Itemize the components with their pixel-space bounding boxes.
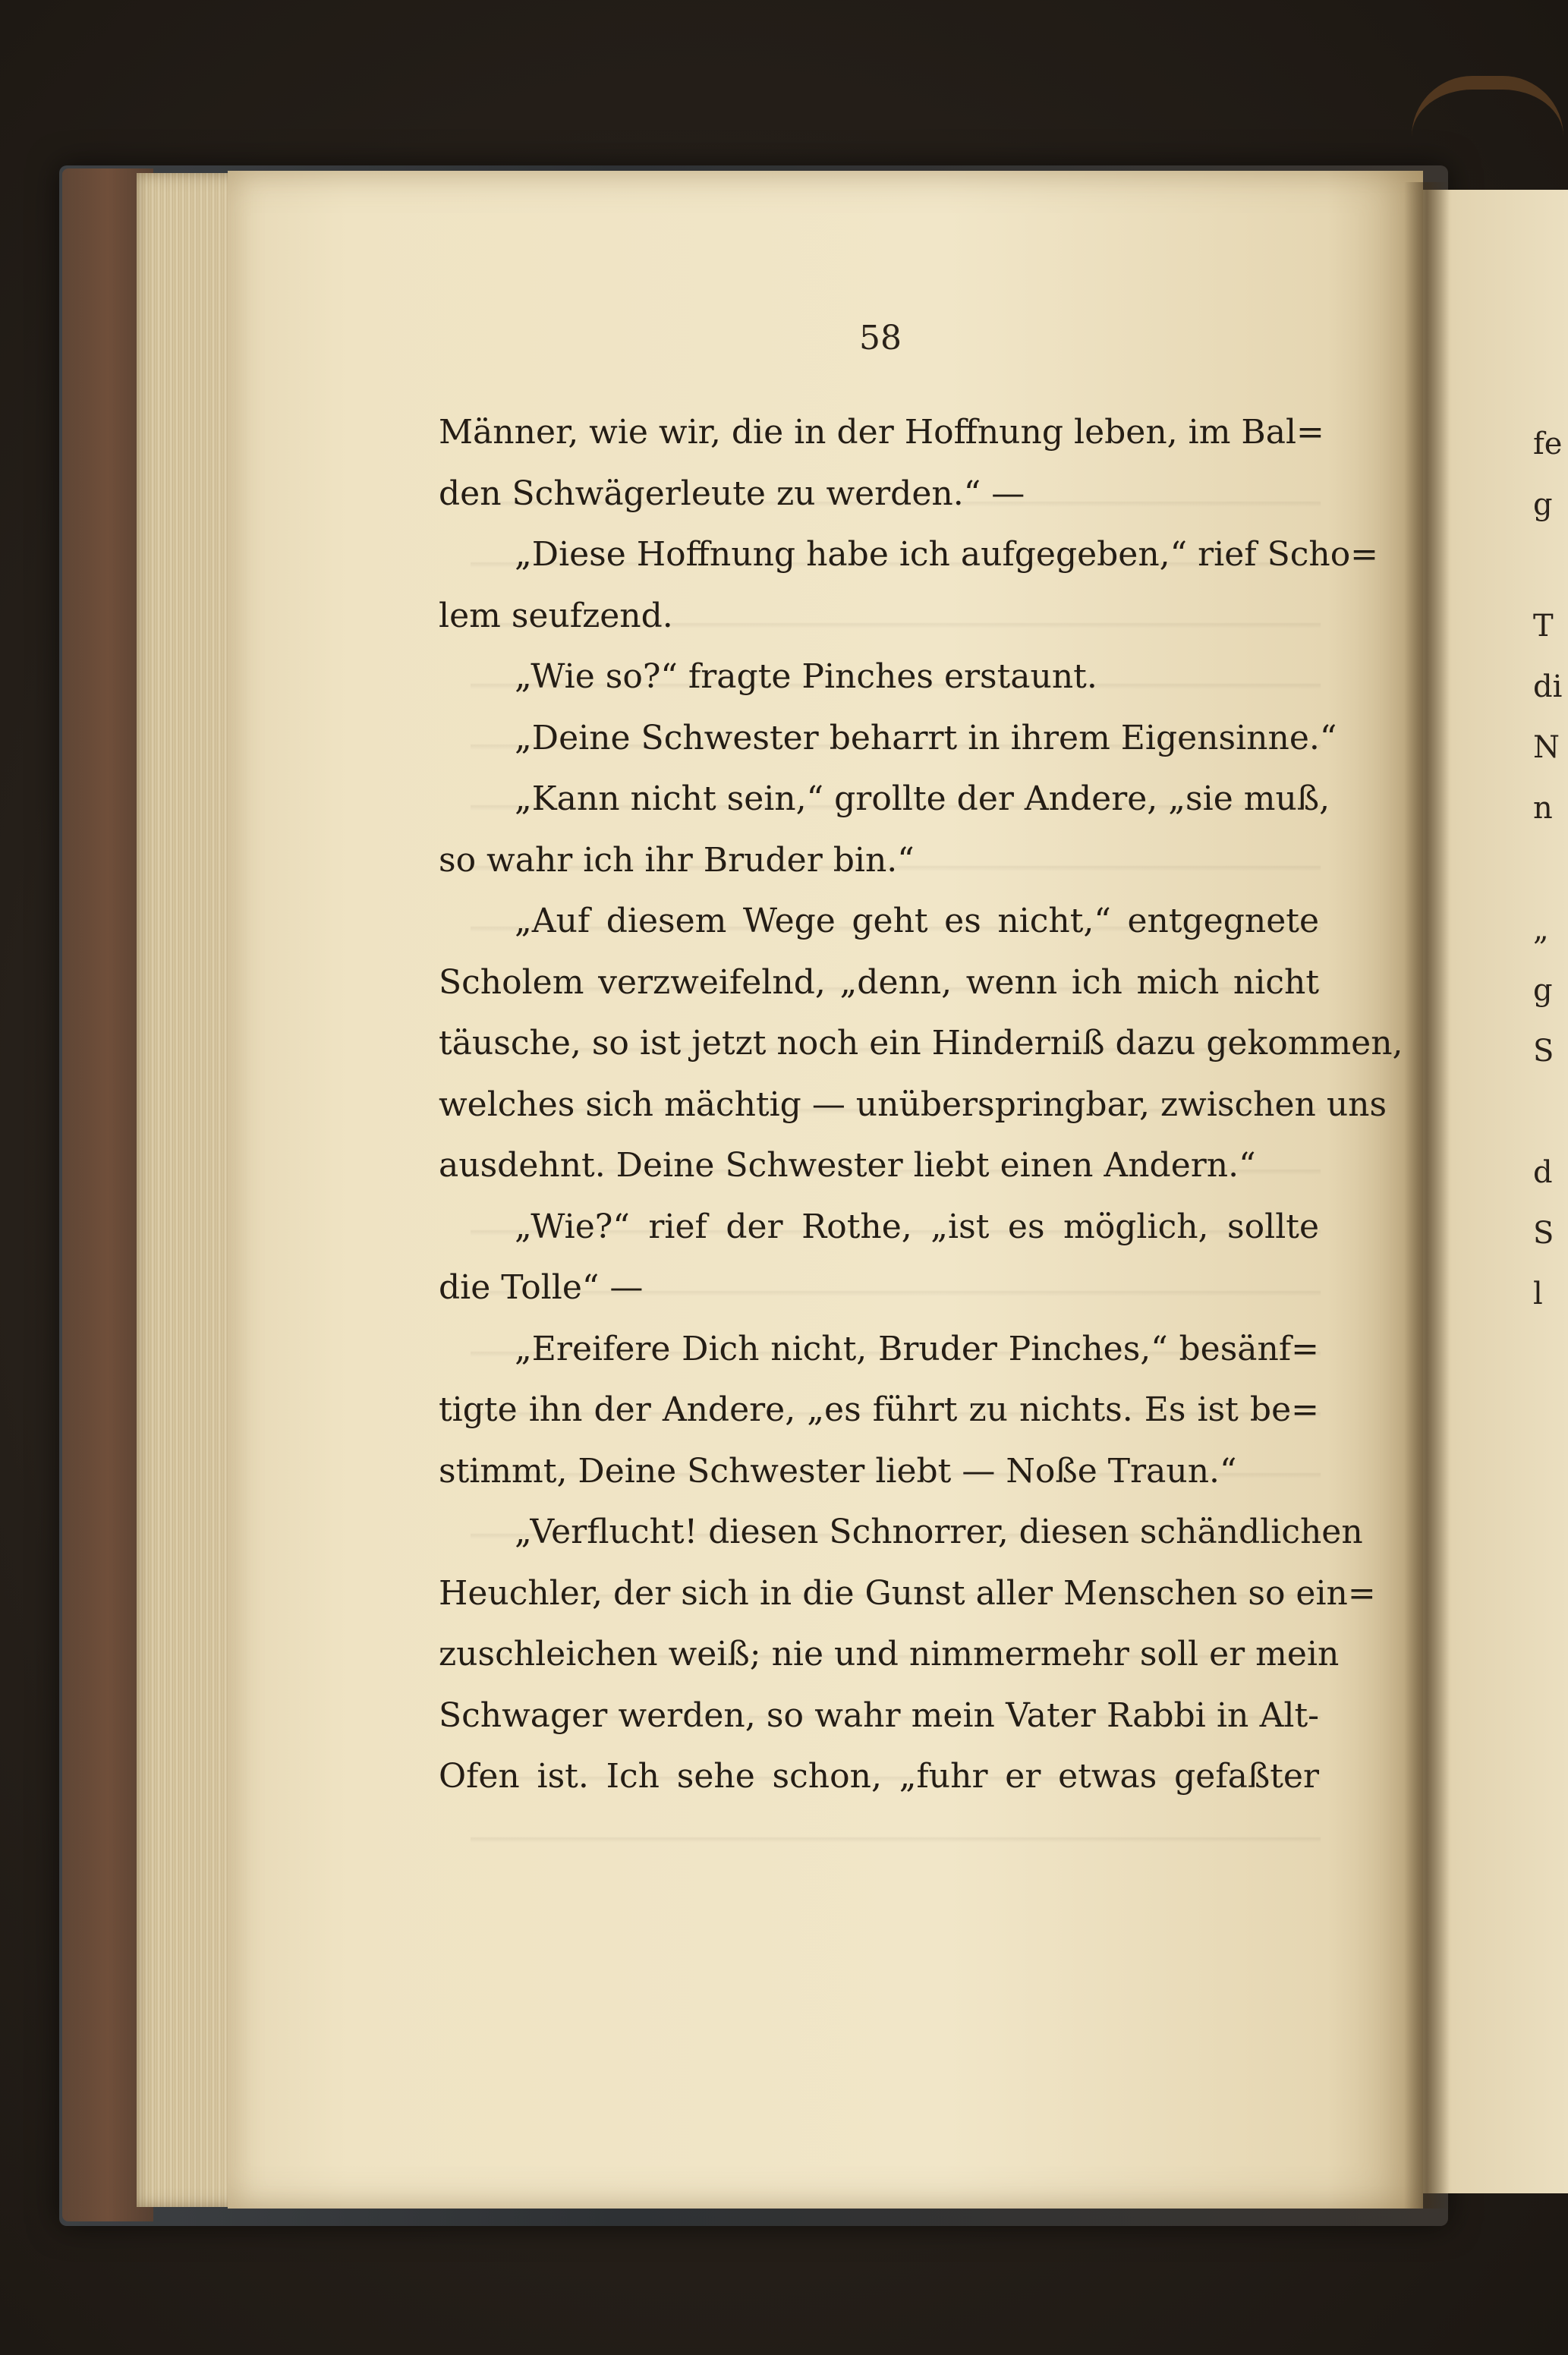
page-number: 58: [859, 319, 902, 357]
text-line: Scholem verzweifelnd, „denn, wenn ich mich nicht: [439, 962, 1319, 1002]
facing-fragment: N: [1533, 730, 1560, 765]
text-line: stimmt, Deine Schwester liebt — Noße Traun.“: [439, 1451, 1237, 1491]
facing-page-text: [1533, 414, 1563, 1324]
text-line: „Ereifere Dich nicht, Bruder Pinches,“ besänf=: [515, 1329, 1319, 1368]
text-line: „Verflucht! diesen Schnorrer, diesen schändlichen: [515, 1513, 1363, 1551]
text-line: tigte ihn der Andere, „es führt zu nichts. Es ist be=: [439, 1390, 1319, 1429]
facing-fragment: [1533, 1081, 1563, 1142]
text-line: den Schwägerleute zu werden.“ —: [439, 474, 1025, 513]
text-line: „Deine Schwester beharrt in ihrem Eigensinne.“: [515, 718, 1337, 757]
facing-fragment: l: [1533, 1277, 1543, 1311]
text-line: ausdehnt. Deine Schwester liebt einen Andern.“: [439, 1146, 1256, 1185]
text-line: Männer, wie wir, die in der Hoffnung leben, im Bal=: [439, 413, 1324, 452]
facing-fragment: T: [1533, 609, 1554, 644]
text-line: „Wie so?“ fragte Pinches erstaunt.: [515, 657, 1097, 696]
facing-fragment: n: [1533, 791, 1553, 826]
facing-fragment: g: [1533, 487, 1553, 522]
facing-fragment: S: [1533, 1034, 1554, 1069]
facing-fragment: di: [1533, 669, 1563, 704]
facing-fragment: d: [1533, 1155, 1553, 1190]
text-line: „Kann nicht sein,“ grollte der Andere, „sie muß,: [515, 779, 1330, 818]
text-line: Ofen ist. Ich sehe schon, „fuhr er etwas gefaßter: [439, 1757, 1319, 1796]
facing-fragment: g: [1533, 973, 1553, 1008]
text-line: zuschleichen weiß; nie und nimmermehr soll er mein: [439, 1635, 1340, 1673]
text-line: Schwager werden, so wahr mein Vater Rabbi in Alt-: [439, 1695, 1319, 1735]
facing-fragment: „: [1533, 912, 1549, 947]
text-line: so wahr ich ihr Bruder bin.“: [439, 840, 915, 880]
text-line: lem seufzend.: [439, 596, 673, 635]
facing-fragment: [1533, 839, 1563, 899]
facing-fragment: S: [1533, 1216, 1554, 1251]
text-line: „Diese Hoffnung habe ich aufgegeben,“ rief Scho=: [515, 535, 1379, 574]
text-line: die Tolle“ —: [439, 1268, 644, 1307]
text-line: „Wie?“ rief der Rothe, „ist es möglich, sollte: [515, 1207, 1319, 1246]
facing-fragment: [1533, 535, 1563, 596]
text-line: täusche, so ist jetzt noch ein Hinderniß dazu gekommen,: [439, 1024, 1403, 1063]
facing-fragment: fe: [1533, 427, 1563, 461]
page-text: [439, 402, 1403, 1808]
text-line: welches sich mächtig — unüberspringbar, zwischen uns: [439, 1085, 1387, 1124]
text-line: „Auf diesem Wege geht es nicht,“ entgegnete: [515, 902, 1319, 940]
text-line: Heuchler, der sich in die Gunst aller Menschen so ein=: [439, 1573, 1376, 1613]
book-gutter: [1404, 182, 1450, 2209]
